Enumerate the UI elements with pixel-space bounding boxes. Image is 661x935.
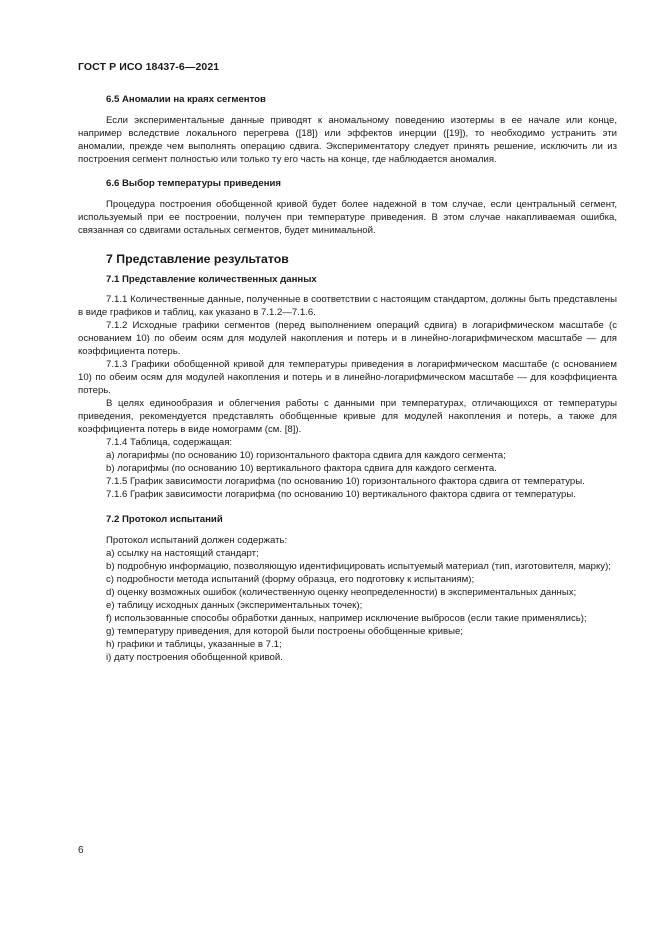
section-7-1-1-paragraph: 7.1.1 Количественные данные, полученные в соответствии с настоящим стандартом, должны быть представлены в виде графиков и таблиц, как указано в 7.1.2—7.1.6. xyxy=(78,294,617,318)
section-7-1-2-paragraph: 7.1.2 Исходные графики сегментов (перед выполнением операций сдвига) в логарифмическом масштабе (с основанием 10) по обеим осям для модулей накопления и потерь и в линейно-логарифмическом масштабе — для коэффициента потерь. xyxy=(78,320,617,357)
section-7-1-5-paragraph: 7.1.5 График зависимости логарифма (по основанию 10) горизонтального фактора сдвига от температуры. xyxy=(106,476,585,487)
list-item: h) графики и таблицы, указанные в 7.1; xyxy=(106,639,282,650)
section-7-1-6-paragraph: 7.1.6 График зависимости логарифма (по основанию 10) вертикального фактора сдвига от температуры. xyxy=(106,489,576,500)
section-7-1-heading: 7.1 Представление количественных данных xyxy=(106,274,317,285)
section-7-heading: 7 Представление результатов xyxy=(106,252,289,266)
list-item: f) использованные способы обработки данных, например исключение выбросов (если такие применялись); xyxy=(106,613,587,624)
section-6-5-heading: 6.5 Аномалии на краях сегментов xyxy=(106,94,266,105)
list-item: i) дату построения обобщенной кривой. xyxy=(106,652,283,663)
page-number: 6 xyxy=(78,845,84,856)
document-body xyxy=(78,93,617,664)
section-7-1-3-paragraph: 7.1.3 Графики обобщенной кривой для температуры приведения в логарифмическом масштабе (с основанием 10) по обеим осям для модулей накопления и потерь и в линейно-логарифмическом масштабе — для коэффициента потерь. xyxy=(78,359,617,396)
list-item: b) подробную информацию, позволяющую идентифицировать испытуемый материал (тип, изготовителя, марку); xyxy=(106,561,611,572)
list-item: c) подробности метода испытаний (форму образца, его подготовку к испытаниям); xyxy=(106,574,475,585)
section-7-2-heading: 7.2 Протокол испытаний xyxy=(106,514,223,525)
list-item: b) логарифмы (по основанию 10) вертикального фактора сдвига для каждого сегмента. xyxy=(106,463,497,474)
section-6-5-paragraph: Если экспериментальные данные приводят к аномальному поведению изотермы в ее начале или конце, например вследствие локального перегрева ([18]) или эффектов инерции ([19]), то необходимо устранить эти аномалии, прежде чем выполнять операцию сдвига. Экспериментатору следует принять решение, исключить ли из построения сегмент полностью или только ту его часть на конце, где наблюдается аномалия. xyxy=(78,115,617,165)
section-6-6-heading: 6.6 Выбор температуры приведения xyxy=(106,178,282,189)
list-item: d) оценку возможных ошибок (количественную оценку неопределенности) в экспериментальных данных; xyxy=(106,587,577,598)
list-item: g) температуру приведения, для которой были построены обобщенные кривые; xyxy=(106,626,463,637)
list-item: a) логарифмы (по основанию 10) горизонтального фактора сдвига для каждого сегмента; xyxy=(106,450,506,461)
section-7-1-4-paragraph: 7.1.4 Таблица, содержащая: xyxy=(106,437,233,448)
section-7-2-intro: Протокол испытаний должен содержать: xyxy=(106,535,288,546)
list-item: a) ссылку на настоящий стандарт; xyxy=(106,548,259,559)
document-header: ГОСТ Р ИСО 18437-6—2021 xyxy=(78,61,220,73)
list-item: e) таблицу исходных данных (экспериментальных точек); xyxy=(106,600,363,611)
section-6-6-paragraph: Процедура построения обобщенной кривой будет более надежной в том случае, если центральный сегмент, используемый при ее построении, получен при температуре приведения. В этом случае накапливаемая ошибка, связанная со сдвигами остальных сегментов, будет минимальной. xyxy=(78,199,617,236)
nomogram-paragraph: В целях единообразия и облегчения работы с данными при температурах, отличающихся от температуры приведения, рекомендуется представлять обобщенные кривые для модулей накопления и потерь, а также для коэффициента потерь в виде номограмм (см. [8]). xyxy=(78,398,617,435)
